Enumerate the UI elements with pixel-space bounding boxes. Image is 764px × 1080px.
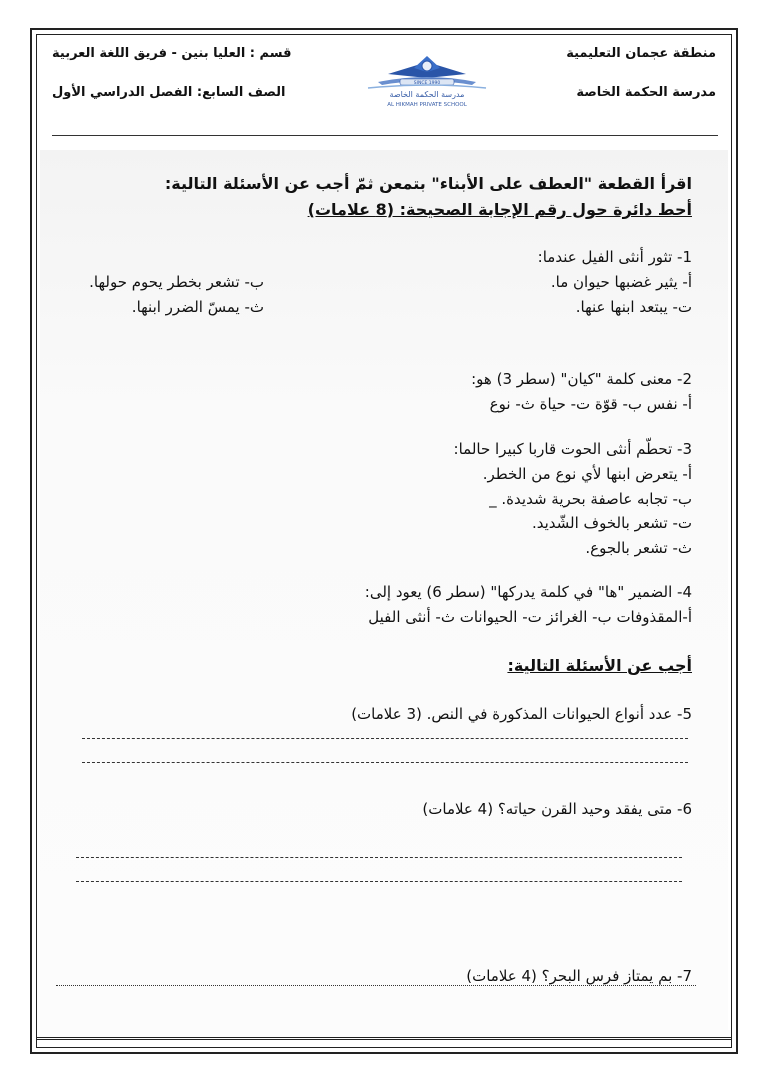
answer-line [56, 985, 696, 986]
q3-option-a: أ- يتعرض ابنها لأي نوع من الخطر. [482, 465, 692, 483]
section-2-title: أجب عن الأسئلة التالية: [507, 656, 692, 675]
school-logo [348, 52, 506, 110]
question-4: 4- الضمير "ها" في كلمة يدركها" (سطر 6) يعود إلى: [364, 583, 692, 601]
q3-option-d: ث- تشعر بالجوع. [585, 539, 692, 557]
q3-option-b: ب- تجابه عاصفة بحرية شديدة. _ [489, 490, 692, 508]
answer-line [82, 738, 688, 739]
q1-option-d: ث- يمسّ الضرر ابنها. [131, 298, 264, 316]
header-divider [52, 135, 718, 136]
instruction-read: اقرأ القطعة "العطف على الأبناء" بتمعن ثمّ أجب عن الأسئلة التالية: [164, 174, 692, 193]
q3-option-c: ت- تشعر بالخوف الشّديد. [531, 514, 692, 532]
bottom-border [36, 1037, 732, 1040]
instruction-circle: أحط دائرة حول رقم الإجابة الصحيحة: (8 علامات) [307, 200, 692, 219]
question-5: 5- عدد أنواع الحيوانات المذكورة في النص. (3 علامات) [351, 705, 692, 723]
q1-option-c: ت- يبتعد ابنها عنها. [575, 298, 692, 316]
question-1: 1- تثور أنثى الفيل عندما: [537, 248, 692, 266]
q1-option-b: ب- تشعر بخطر يحوم حولها. [89, 273, 264, 291]
q2-options: أ- نفس ب- قوّة ت- حياة ث- نوع [489, 395, 692, 413]
q4-options: أ-المقذوفات ب- الغرائز ت- الحيوانات ث- أنثى الفيل [368, 608, 692, 626]
logo-name-en: AL HIKMAH PRIVATE SCHOOL [387, 102, 467, 108]
answer-line [82, 762, 688, 763]
logo-since: SINCE 1990 [413, 81, 441, 86]
question-6: 6- متى يفقد وحيد القرن حياته؟ (4 علامات) [422, 800, 692, 818]
q1-option-a: أ- يثير غضبها حيوان ما. [550, 273, 692, 291]
question-7: 7- بم يمتاز فرس البحر؟ (4 علامات) [466, 967, 692, 985]
education-zone: منطقة عجمان التعليمية [566, 46, 716, 61]
logo-name-ar: مدرسة الحكمة الخاصة [389, 90, 465, 99]
answer-line [76, 881, 682, 882]
question-3: 3- تحطّم أنثى الحوت قاربا كبيرا حالما: [453, 440, 692, 458]
school-name: مدرسة الحكمة الخاصة [576, 85, 716, 100]
department: قسم : العليا بنين - فريق اللغة العربية [52, 46, 292, 61]
grade-term: الصف السابع: الفصل الدراسي الأول [52, 85, 286, 100]
answer-line [76, 857, 682, 858]
question-2: 2- معنى كلمة "كيان" (سطر 3) هو: [471, 370, 692, 388]
